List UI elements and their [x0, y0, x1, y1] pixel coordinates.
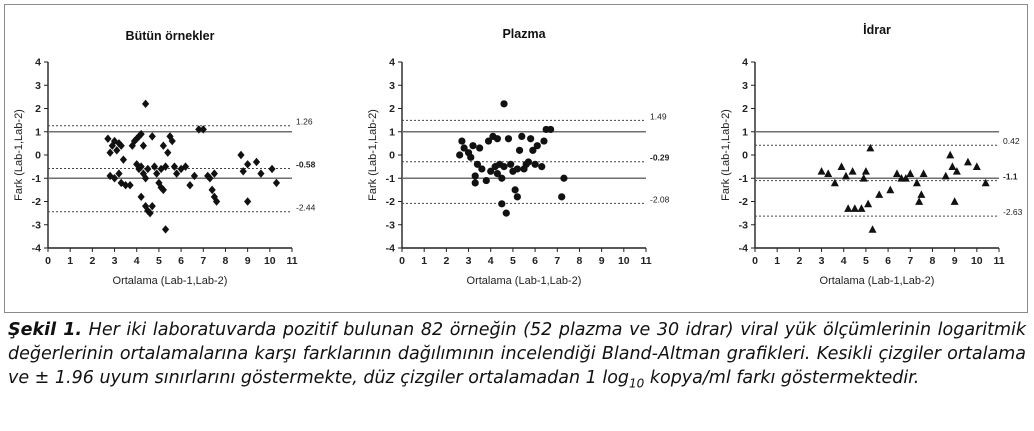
y-tick-label: -2: [31, 196, 41, 208]
data-point: [849, 167, 857, 175]
data-point: [831, 179, 839, 187]
data-point: [886, 186, 894, 194]
y-axis-label: Fark (Lab-1,Lab-2): [13, 109, 25, 201]
y-tick-label: -1: [385, 172, 395, 185]
chart-2: [367, 27, 670, 287]
data-point: [857, 204, 865, 212]
y-tick-label: 2: [389, 103, 395, 115]
x-tick-label: 6: [532, 255, 539, 267]
y-tick-label: 4: [389, 56, 395, 69]
limit-annotation: -0.58: [296, 159, 316, 170]
data-point: [558, 193, 565, 200]
x-tick-label: 9: [598, 255, 605, 267]
x-tick-label: 3: [465, 255, 472, 267]
data-point: [851, 204, 859, 212]
data-point: [906, 169, 914, 177]
data-point: [512, 186, 519, 193]
limit-annotation: -2.63: [1003, 207, 1023, 218]
data-point: [948, 162, 956, 170]
x-tick-label: 10: [263, 255, 276, 267]
y-tick-label: 1: [742, 126, 748, 139]
data-point: [494, 135, 501, 142]
data-point: [160, 142, 167, 150]
data-point: [913, 179, 921, 187]
data-point: [538, 163, 545, 170]
y-tick-label: 2: [35, 103, 41, 115]
data-point: [483, 177, 490, 184]
data-point: [149, 132, 156, 140]
limit-annotation: 1.26: [296, 116, 313, 127]
limit-annotation: 1.49: [650, 111, 667, 122]
data-point: [540, 137, 547, 144]
data-point: [171, 162, 178, 170]
caption-subscript: 10: [629, 376, 645, 391]
x-tick-label: 10: [970, 255, 983, 267]
x-tick-label: 9: [951, 255, 958, 267]
x-tick-label: 8: [222, 255, 229, 267]
y-tick-label: 0: [35, 149, 41, 162]
y-tick-label: -4: [31, 242, 41, 255]
data-point: [120, 155, 127, 163]
chart-title: Plazma: [502, 27, 546, 41]
x-tick-label: 0: [45, 255, 51, 267]
data-point: [104, 135, 111, 143]
data-point: [467, 154, 474, 161]
x-axis-label: Ortalama (Lab-1,Lab-2): [466, 275, 582, 287]
chart-3: [720, 22, 1023, 287]
data-point: [253, 158, 260, 166]
data-point: [503, 210, 510, 217]
x-tick-label: 1: [421, 255, 428, 267]
data-point: [138, 193, 145, 201]
x-tick-label: 7: [554, 255, 561, 267]
data-point: [472, 172, 479, 179]
y-tick-label: 3: [389, 79, 395, 92]
data-point: [500, 163, 507, 170]
x-tick-label: 8: [929, 255, 936, 267]
data-point: [186, 181, 193, 189]
y-tick-label: 3: [35, 79, 41, 92]
data-point: [257, 169, 264, 177]
x-axis-label: Ortalama (Lab-1,Lab-2): [819, 275, 935, 287]
x-tick-label: 1: [67, 255, 74, 267]
y-tick-label: 0: [742, 149, 748, 162]
x-tick-label: 4: [133, 255, 140, 267]
x-tick-label: 3: [818, 255, 825, 267]
data-point: [244, 160, 251, 168]
x-tick-label: 1: [774, 255, 781, 267]
y-axis-label: Fark (Lab-1,Lab-2): [367, 109, 379, 201]
x-tick-label: 4: [840, 255, 847, 267]
data-point: [244, 197, 251, 205]
y-axis-label: Fark (Lab-1,Lab-2): [720, 109, 732, 201]
y-tick-label: 1: [389, 126, 395, 139]
data-point: [456, 151, 463, 158]
data-point: [869, 225, 877, 233]
x-tick-label: 11: [286, 255, 298, 267]
x-tick-label: 2: [796, 255, 803, 267]
x-tick-label: 11: [640, 255, 652, 267]
y-tick-label: 3: [742, 79, 748, 92]
data-point: [500, 100, 507, 107]
data-point: [964, 158, 972, 166]
y-tick-label: -2: [738, 196, 748, 208]
data-point: [142, 100, 149, 108]
data-point: [525, 158, 532, 165]
data-point: [162, 225, 169, 233]
y-tick-label: -4: [385, 242, 395, 255]
data-point: [527, 135, 534, 142]
data-point: [824, 169, 832, 177]
figure-caption: [8, 318, 1026, 390]
y-tick-label: -2: [385, 196, 395, 208]
data-point: [469, 142, 476, 149]
y-tick-label: 2: [742, 103, 748, 115]
caption-label: Şekil 1.: [8, 320, 83, 340]
data-point: [917, 190, 925, 198]
data-point: [507, 161, 514, 168]
limit-annotation: -1.1: [1003, 171, 1018, 182]
data-point: [151, 162, 158, 170]
data-point: [920, 169, 928, 177]
data-point: [531, 161, 538, 168]
limit-annotation: -2.08: [650, 194, 670, 205]
y-tick-label: -3: [31, 219, 41, 232]
limit-annotation: 0.42: [1003, 136, 1020, 147]
x-tick-label: 2: [89, 255, 96, 267]
data-point: [915, 197, 923, 205]
x-tick-label: 4: [487, 255, 494, 267]
data-point: [864, 200, 872, 208]
data-point: [838, 162, 846, 170]
data-point: [844, 204, 852, 212]
data-point: [126, 181, 133, 189]
y-tick-label: 0: [389, 149, 395, 162]
x-tick-label: 6: [885, 255, 892, 267]
caption-text: Her iki laboratuvarda pozitif bulunan 82 örneğin (52 plazma ve 30 idrar) viral yük ölçümlerinin logaritmik değerlerinin ortalamalarına karşı farklarının dağılımının incelendiği Bland-Altman grafikleri. Kesikli çizgiler ortalama ve ± 1.96 uyum sınırlarını göstermekte, düz çizgiler ortalamadan 1 log: [8, 320, 1027, 388]
data-point: [476, 144, 483, 151]
limit-annotation: -2.44: [296, 202, 316, 213]
data-point: [237, 151, 244, 159]
data-point: [472, 179, 479, 186]
x-tick-label: 2: [443, 255, 450, 267]
data-point: [514, 165, 521, 172]
data-point: [946, 151, 954, 159]
data-point: [273, 179, 280, 187]
data-point: [942, 172, 950, 180]
chart-1: [13, 29, 316, 287]
y-tick-label: -1: [738, 172, 748, 185]
x-tick-label: 5: [509, 255, 516, 267]
x-tick-label: 3: [111, 255, 118, 267]
data-point: [547, 126, 554, 133]
data-point: [818, 167, 826, 175]
y-tick-label: 4: [35, 56, 41, 69]
x-tick-label: 10: [617, 255, 630, 267]
data-point: [982, 179, 990, 187]
data-point: [560, 175, 567, 182]
data-point: [842, 172, 850, 180]
y-tick-label: -3: [385, 219, 395, 232]
x-tick-label: 7: [907, 255, 914, 267]
x-tick-label: 11: [993, 255, 1005, 267]
x-tick-label: 7: [200, 255, 207, 267]
data-point: [140, 142, 147, 150]
data-point: [505, 135, 512, 142]
data-point: [268, 165, 275, 173]
data-point: [518, 133, 525, 140]
data-point: [498, 200, 505, 207]
chart-title: Bütün örnekler: [125, 29, 215, 43]
data-point: [534, 142, 541, 149]
data-point: [107, 148, 114, 156]
data-point: [164, 148, 171, 156]
chart-title: İdrar: [863, 23, 891, 37]
data-point: [458, 137, 465, 144]
x-tick-label: 9: [244, 255, 251, 267]
caption-text-end: kopya/ml farkı göstermektedir.: [644, 368, 920, 388]
limit-annotation: -0.29: [650, 152, 670, 163]
x-tick-label: 6: [178, 255, 185, 267]
data-point: [875, 190, 883, 198]
data-point: [478, 165, 485, 172]
data-point: [498, 175, 505, 182]
y-tick-label: -4: [738, 242, 748, 255]
data-point: [209, 186, 216, 194]
y-tick-label: -3: [738, 219, 748, 232]
y-tick-label: -1: [31, 172, 41, 185]
y-tick-label: 1: [35, 126, 41, 139]
x-tick-label: 8: [576, 255, 583, 267]
data-point: [973, 162, 981, 170]
x-tick-label: 5: [155, 255, 162, 267]
data-point: [893, 169, 901, 177]
y-tick-label: 4: [742, 56, 748, 69]
data-point: [951, 197, 959, 205]
data-point: [514, 193, 521, 200]
x-tick-label: 0: [752, 255, 758, 267]
data-point: [862, 167, 870, 175]
x-axis-label: Ortalama (Lab-1,Lab-2): [112, 275, 228, 287]
x-tick-label: 0: [399, 255, 405, 267]
data-point: [516, 147, 523, 154]
x-tick-label: 5: [862, 255, 869, 267]
